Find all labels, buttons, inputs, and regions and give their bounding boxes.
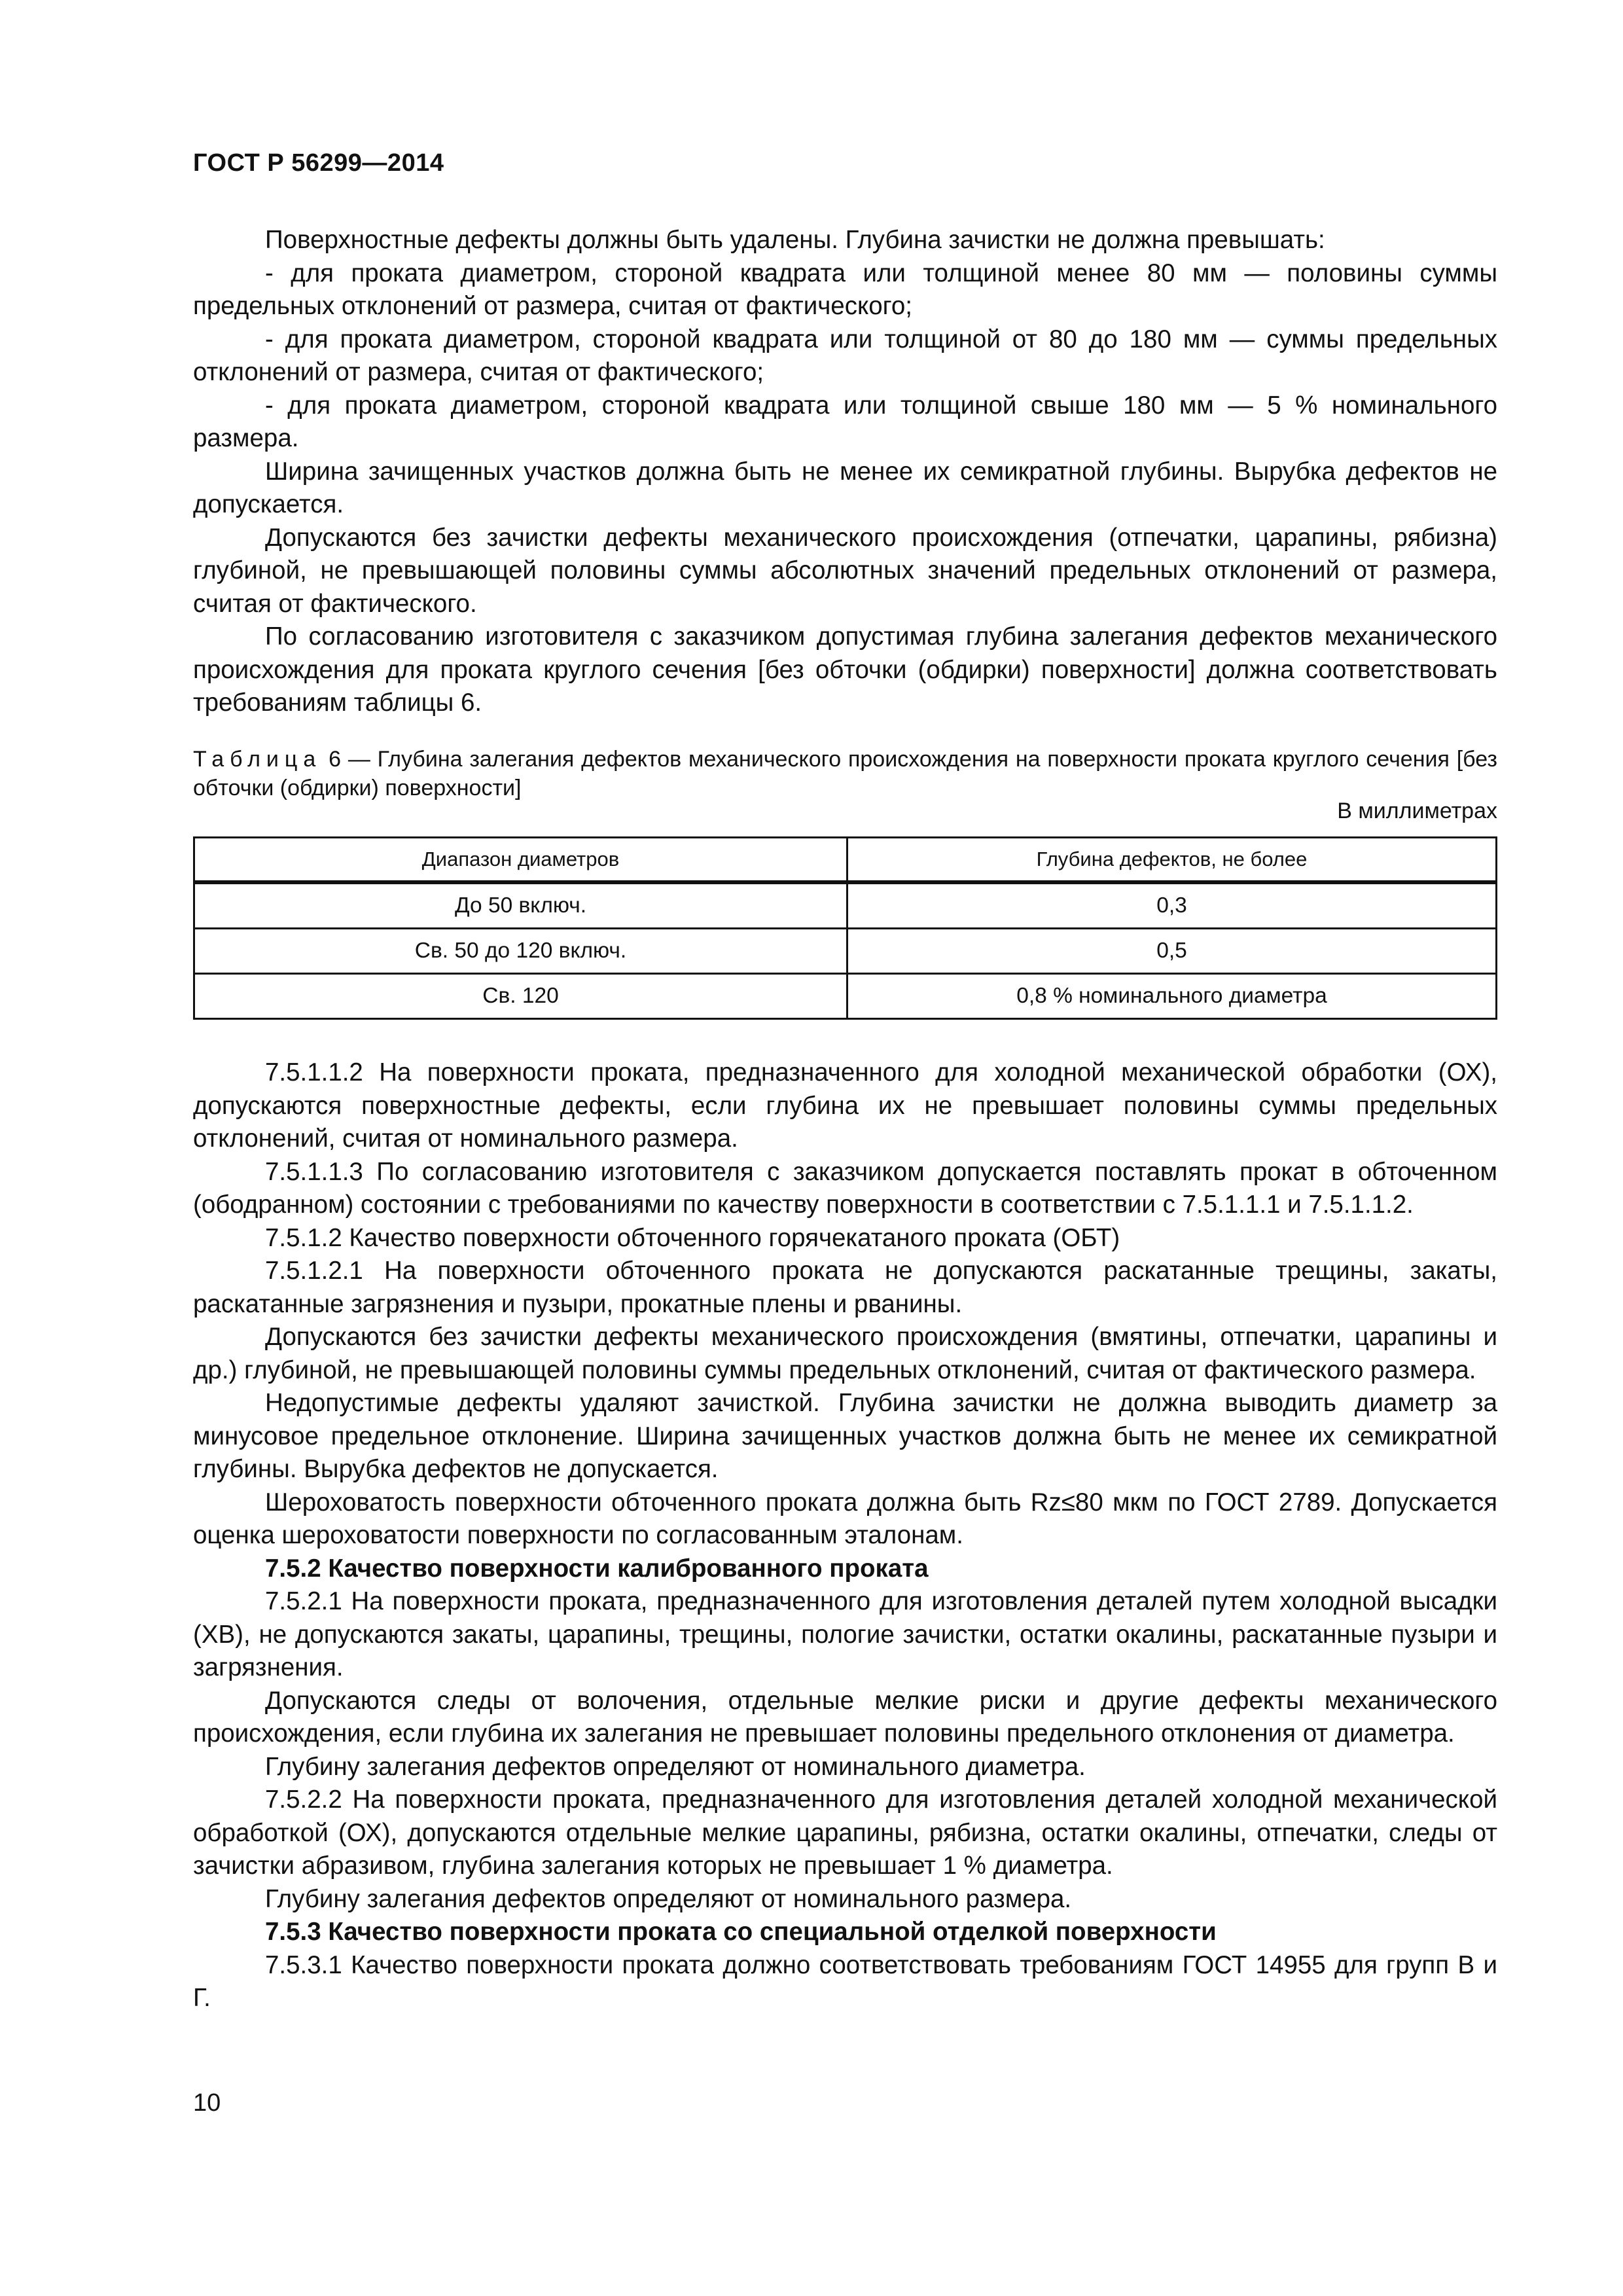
section-heading-7-5-2: 7.5.2 Качество поверхности калиброванного проката <box>265 1554 929 1583</box>
table-row <box>194 974 1497 1019</box>
paragraph: Допускаются следы от волочения, отдельные мелкие риски и другие дефекты механического происхождения, если глубина их залегания не превышает половины предельного отклонения от диаметра. <box>193 1686 1497 1748</box>
paragraph: 7.5.1.2.1 На поверхности обточенного проката не допускаются раскатанные трещины, закаты, раскатанные загрязнения и пузыри, прокатные плены и рванины. <box>193 1257 1497 1318</box>
paragraph: 7.5.1.2 Качество поверхности обточенного горячекатаного проката (ОБТ) <box>265 1223 1120 1252</box>
paragraph: 7.5.3.1 Качество поверхности проката должно соответствовать требованиям ГОСТ 14955 для групп В и Г. <box>193 1950 1497 2012</box>
paragraph: Ширина зачищенных участков должна быть не менее их семикратной глубины. Вырубка дефектов не допускается. <box>193 457 1497 518</box>
paragraph: - для проката диаметром, стороной квадрата или толщиной менее 80 мм — половины суммы предельных отклонений от размера, считая от фактического; <box>193 259 1497 320</box>
paragraph: Глубину залегания дефектов определяют от номинального диаметра. <box>265 1752 1086 1781</box>
paragraph: Допускаются без зачистки дефекты механического происхождения (вмятины, отпечатки, царапины и др.) глубиной, не превышающей половины суммы предельных отклонений, считая от фактического размера. <box>193 1323 1497 1384</box>
table-6 <box>193 836 1497 1020</box>
paragraph: Поверхностные дефекты должны быть удалены. Глубина зачистки не должна превышать: <box>265 226 1325 254</box>
standard-header: ГОСТ Р 56299—2014 <box>193 149 444 177</box>
column-header-defect-depth: Глубина дефектов, не более <box>847 838 1497 883</box>
table-title: 6 — Глубина залегания дефектов механического происхождения на поверхности проката круглого сечения [без обточки (обдирки) поверхности] <box>193 747 1497 800</box>
table-header-row <box>194 838 1497 883</box>
table-cell: 0,3 <box>847 882 1497 929</box>
section-heading-7-5-3: 7.5.3 Качество поверхности проката со специальной отделкой поверхности <box>265 1918 1217 1946</box>
table-cell: До 50 включ. <box>194 882 847 929</box>
column-header-diameter-range: Диапазон диаметров <box>194 838 847 883</box>
table-cell: 0,8 % номинального диаметра <box>847 974 1497 1019</box>
table-units: В миллиметрах <box>1337 798 1497 823</box>
table-row <box>194 882 1497 929</box>
paragraph: Недопустимые дефекты удаляют зачисткой. Глубина зачистки не должна выводить диаметр за минусовое предельное отклонение. Ширина зачищенных участков должна быть не менее их семикратной глубины. Вырубка дефектов не допускается. <box>193 1389 1497 1483</box>
table-row <box>194 929 1497 974</box>
table-cell: 0,5 <box>847 929 1497 974</box>
paragraph: 7.5.1.1.2 На поверхности проката, предназначенного для холодной механической обработки (ОХ), допускаются поверхностные дефекты, если глубина их не превышает половины суммы предельных отклонений, считая от номинального размера. <box>193 1058 1497 1153</box>
table-cell: Св. 50 до 120 включ. <box>194 929 847 974</box>
paragraph: Шероховатость поверхности обточенного проката должна быть Rz≤80 мкм по ГОСТ 2789. Допускается оценка шероховатости поверхности по согласованным эталонам. <box>193 1488 1497 1549</box>
section-surface-defects <box>193 224 1497 720</box>
paragraph: 7.5.2.1 На поверхности проката, предназначенного для изготовления деталей путем холодной высадки (ХВ), не допускаются закаты, царапины, трещины, пологие зачистки, остатки окалины, раскатанные пузыри и загрязнения. <box>193 1587 1497 1681</box>
table-cell: Св. 120 <box>194 974 847 1019</box>
section-7-5 <box>193 1056 1497 2015</box>
paragraph: Глубину залегания дефектов определяют от номинального размера. <box>265 1884 1072 1913</box>
paragraph: По согласованию изготовителя с заказчиком допустимая глубина залегания дефектов механического происхождения для проката круглого сечения [без обточки (обдирки) поверхности] должна соответствовать требованиям таблицы 6. <box>193 622 1497 717</box>
paragraph: Допускаются без зачистки дефекты механического происхождения (отпечатки, царапины, рябизна) глубиной, не превышающей половины суммы абсолютных значений предельных отклонений от размера, считая от фактического. <box>193 523 1497 618</box>
paragraph: 7.5.1.1.3 По согласованию изготовителя с заказчиком допускается поставлять прокат в обточенном (ободранном) состоянии с требованиями по качеству поверхности в соответствии с 7.5.1.1.1 и 7.5.1.1.2. <box>193 1157 1497 1219</box>
paragraph: - для проката диаметром, стороной квадрата или толщиной свыше 180 мм — 5 % номинального размера. <box>193 391 1497 452</box>
paragraph: - для проката диаметром, стороной квадрата или толщиной от 80 до 180 мм — суммы предельных отклонений от размера, считая от фактического; <box>193 325 1497 386</box>
table-6-caption <box>193 745 1497 802</box>
paragraph: 7.5.2.2 На поверхности проката, предназначенного для изготовления деталей холодной механической обработкой (ОХ), допускаются отдельные мелкие царапины, рябизна, остатки окалины, отпечатки, следы от зачистки абразивом, глубина залегания которых не превышает 1 % диаметра. <box>193 1785 1497 1880</box>
table-label: Таблица <box>193 747 322 772</box>
page-number: 10 <box>193 2089 221 2117</box>
